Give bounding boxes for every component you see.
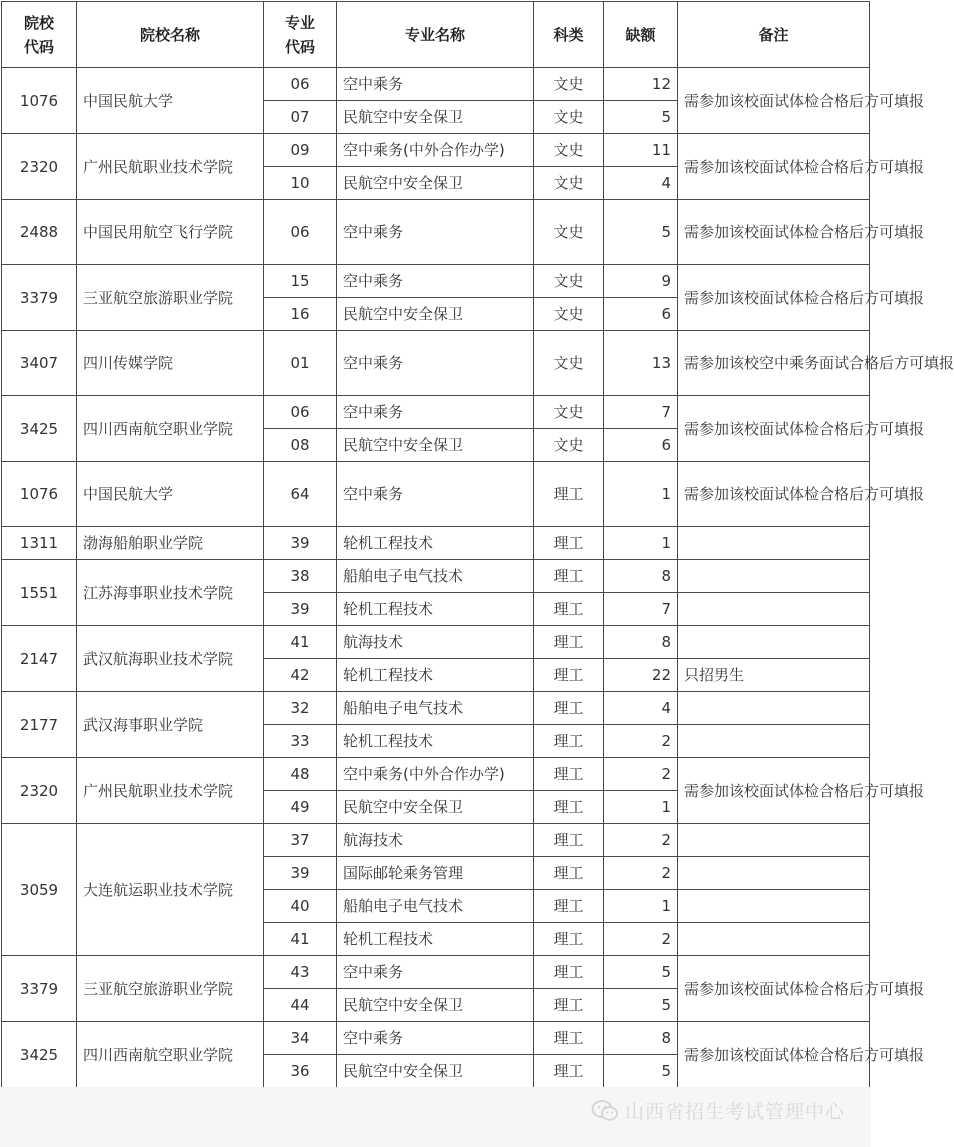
major-code-cell: 64 <box>264 462 337 527</box>
vacancy-cell: 9 <box>604 265 678 298</box>
wechat-icon <box>591 1099 619 1123</box>
category-cell: 理工 <box>534 791 604 824</box>
major-code-cell: 37 <box>264 824 337 857</box>
major-code-cell: 42 <box>264 659 337 692</box>
vacancy-cell: 2 <box>604 725 678 758</box>
major-code-cell: 10 <box>264 167 337 200</box>
vacancy-cell: 4 <box>604 692 678 725</box>
watermark <box>591 1097 845 1124</box>
major-code-cell: 06 <box>264 396 337 429</box>
major-name-cell: 空中乘务 <box>337 265 534 298</box>
vacancy-cell: 8 <box>604 560 678 593</box>
school-code-cell: 2320 <box>2 758 77 824</box>
major-name-cell: 航海技术 <box>337 626 534 659</box>
category-cell: 理工 <box>534 989 604 1022</box>
header-row <box>2 2 870 68</box>
table-row <box>2 134 870 167</box>
major-name-cell: 民航空中安全保卫 <box>337 429 534 462</box>
major-name-cell: 空中乘务 <box>337 396 534 429</box>
vacancy-cell: 2 <box>604 923 678 956</box>
major-name-cell: 空中乘务 <box>337 200 534 265</box>
major-code-cell: 48 <box>264 758 337 791</box>
major-name-cell: 民航空中安全保卫 <box>337 989 534 1022</box>
vacancy-cell: 4 <box>604 167 678 200</box>
table-row <box>2 758 870 791</box>
category-cell: 文史 <box>534 331 604 396</box>
school-code-cell: 3059 <box>2 824 77 956</box>
major-code-cell: 39 <box>264 857 337 890</box>
school-code-cell: 2177 <box>2 692 77 758</box>
school-code-cell: 1311 <box>2 527 77 560</box>
watermark-text: 山西省招生考试管理中心 <box>624 1101 845 1123</box>
vacancy-cell: 8 <box>604 1022 678 1055</box>
remarks-cell: 需参加该校面试体检合格后方可填报 <box>678 200 870 265</box>
category-cell: 理工 <box>534 923 604 956</box>
school-name-cell: 中国民航大学 <box>77 462 264 527</box>
school-name-cell: 三亚航空旅游职业学院 <box>77 956 264 1022</box>
vacancy-cell: 1 <box>604 791 678 824</box>
vacancy-cell: 2 <box>604 824 678 857</box>
header-school-code: 院校 代码 <box>2 2 77 68</box>
vacancy-cell: 6 <box>604 429 678 462</box>
major-code-cell: 09 <box>264 134 337 167</box>
vacancy-cell: 1 <box>604 462 678 527</box>
category-cell: 理工 <box>534 824 604 857</box>
major-code-cell: 07 <box>264 101 337 134</box>
header-school-name: 院校名称 <box>77 2 264 68</box>
remarks-cell <box>678 626 870 659</box>
category-cell: 理工 <box>534 593 604 626</box>
table-row <box>2 626 870 659</box>
remarks-cell: 需参加该校面试体检合格后方可填报 <box>678 68 870 134</box>
major-name-cell: 船舶电子电气技术 <box>337 890 534 923</box>
category-cell: 理工 <box>534 758 604 791</box>
vacancy-cell: 2 <box>604 857 678 890</box>
table-row <box>2 824 870 857</box>
table-row <box>2 396 870 429</box>
major-name-cell: 民航空中安全保卫 <box>337 1055 534 1088</box>
major-name-cell: 空中乘务 <box>337 462 534 527</box>
school-name-cell: 大连航运职业技术学院 <box>77 824 264 956</box>
remarks-cell: 需参加该校空中乘务面试合格后方可填报 <box>678 331 870 396</box>
major-name-cell: 空中乘务(中外合作办学) <box>337 134 534 167</box>
vacancy-cell: 2 <box>604 758 678 791</box>
major-code-cell: 41 <box>264 923 337 956</box>
school-code-cell: 2488 <box>2 200 77 265</box>
category-cell: 理工 <box>534 725 604 758</box>
major-code-cell: 44 <box>264 989 337 1022</box>
major-name-cell: 民航空中安全保卫 <box>337 167 534 200</box>
table-row <box>2 462 870 527</box>
table-row <box>2 956 870 989</box>
vacancy-cell: 8 <box>604 626 678 659</box>
school-code-cell: 3379 <box>2 265 77 331</box>
major-name-cell: 空中乘务 <box>337 331 534 396</box>
remarks-cell: 需参加该校面试体检合格后方可填报 <box>678 462 870 527</box>
school-name-cell: 渤海船舶职业学院 <box>77 527 264 560</box>
header-category: 科类 <box>534 2 604 68</box>
category-cell: 理工 <box>534 659 604 692</box>
header-remarks: 备注 <box>678 2 870 68</box>
category-cell: 文史 <box>534 167 604 200</box>
category-cell: 文史 <box>534 396 604 429</box>
category-cell: 文史 <box>534 134 604 167</box>
major-name-cell: 船舶电子电气技术 <box>337 560 534 593</box>
vacancy-cell: 5 <box>604 989 678 1022</box>
school-code-cell: 3379 <box>2 956 77 1022</box>
school-code-cell: 1076 <box>2 68 77 134</box>
school-name-cell: 广州民航职业技术学院 <box>77 134 264 200</box>
major-code-cell: 40 <box>264 890 337 923</box>
remarks-cell: 需参加该校面试体检合格后方可填报 <box>678 396 870 462</box>
school-name-cell: 中国民航大学 <box>77 68 264 134</box>
vacancy-cell: 7 <box>604 396 678 429</box>
major-name-cell: 轮机工程技术 <box>337 659 534 692</box>
table-row <box>2 200 870 265</box>
category-cell: 理工 <box>534 1055 604 1088</box>
major-name-cell: 民航空中安全保卫 <box>337 791 534 824</box>
major-name-cell: 航海技术 <box>337 824 534 857</box>
remarks-cell <box>678 527 870 560</box>
remarks-cell <box>678 923 870 956</box>
school-name-cell: 中国民用航空飞行学院 <box>77 200 264 265</box>
school-name-cell: 四川西南航空职业学院 <box>77 1022 264 1088</box>
vacancy-cell: 1 <box>604 890 678 923</box>
vacancy-cell: 6 <box>604 298 678 331</box>
remarks-cell <box>678 857 870 890</box>
major-name-cell: 轮机工程技术 <box>337 527 534 560</box>
major-code-cell: 38 <box>264 560 337 593</box>
remarks-cell <box>678 560 870 593</box>
school-code-cell: 3425 <box>2 1022 77 1088</box>
major-code-cell: 16 <box>264 298 337 331</box>
vacancy-cell: 12 <box>604 68 678 101</box>
school-name-cell: 江苏海事职业技术学院 <box>77 560 264 626</box>
vacancy-cell: 1 <box>604 527 678 560</box>
major-code-cell: 43 <box>264 956 337 989</box>
category-cell: 理工 <box>534 857 604 890</box>
school-code-cell: 1551 <box>2 560 77 626</box>
major-code-cell: 39 <box>264 527 337 560</box>
header-major-name: 专业名称 <box>337 2 534 68</box>
school-code-cell: 3407 <box>2 331 77 396</box>
major-code-cell: 06 <box>264 68 337 101</box>
vacancy-cell: 13 <box>604 331 678 396</box>
category-cell: 理工 <box>534 527 604 560</box>
remarks-cell: 需参加该校面试体检合格后方可填报 <box>678 265 870 331</box>
category-cell: 理工 <box>534 890 604 923</box>
major-name-cell: 船舶电子电气技术 <box>337 692 534 725</box>
major-code-cell: 34 <box>264 1022 337 1055</box>
table-row <box>2 692 870 725</box>
table-row <box>2 331 870 396</box>
major-code-cell: 39 <box>264 593 337 626</box>
major-name-cell: 空中乘务 <box>337 956 534 989</box>
major-name-cell: 国际邮轮乘务管理 <box>337 857 534 890</box>
remarks-cell: 需参加该校面试体检合格后方可填报 <box>678 956 870 1022</box>
major-code-cell: 15 <box>264 265 337 298</box>
vacancy-cell: 7 <box>604 593 678 626</box>
major-code-cell: 08 <box>264 429 337 462</box>
remarks-cell <box>678 593 870 626</box>
category-cell: 理工 <box>534 1022 604 1055</box>
remarks-cell: 需参加该校面试体检合格后方可填报 <box>678 1022 870 1088</box>
category-cell: 理工 <box>534 956 604 989</box>
remarks-cell <box>678 890 870 923</box>
remarks-cell: 需参加该校面试体检合格后方可填报 <box>678 134 870 200</box>
remarks-cell: 需参加该校面试体检合格后方可填报 <box>678 758 870 824</box>
header-vacancies: 缺额 <box>604 2 678 68</box>
header-major-code: 专业 代码 <box>264 2 337 68</box>
school-name-cell: 四川西南航空职业学院 <box>77 396 264 462</box>
category-cell: 文史 <box>534 68 604 101</box>
school-name-cell: 武汉海事职业学院 <box>77 692 264 758</box>
major-code-cell: 33 <box>264 725 337 758</box>
category-cell: 文史 <box>534 200 604 265</box>
major-code-cell: 01 <box>264 331 337 396</box>
school-code-cell: 1076 <box>2 462 77 527</box>
category-cell: 文史 <box>534 265 604 298</box>
major-code-cell: 41 <box>264 626 337 659</box>
category-cell: 理工 <box>534 692 604 725</box>
major-code-cell: 32 <box>264 692 337 725</box>
table-row <box>2 265 870 298</box>
major-name-cell: 空中乘务 <box>337 1022 534 1055</box>
table-body <box>2 68 954 1088</box>
major-name-cell: 空中乘务(中外合作办学) <box>337 758 534 791</box>
school-name-cell: 广州民航职业技术学院 <box>77 758 264 824</box>
major-name-cell: 民航空中安全保卫 <box>337 298 534 331</box>
school-code-cell: 3425 <box>2 396 77 462</box>
school-code-cell: 2320 <box>2 134 77 200</box>
major-name-cell: 轮机工程技术 <box>337 923 534 956</box>
vacancy-cell: 11 <box>604 134 678 167</box>
major-name-cell: 民航空中安全保卫 <box>337 101 534 134</box>
vacancy-cell: 5 <box>604 101 678 134</box>
major-name-cell: 轮机工程技术 <box>337 593 534 626</box>
category-cell: 文史 <box>534 429 604 462</box>
table-row <box>2 68 870 101</box>
category-cell: 文史 <box>534 101 604 134</box>
table-row <box>2 527 870 560</box>
school-name-cell: 四川传媒学院 <box>77 331 264 396</box>
vacancy-cell: 5 <box>604 200 678 265</box>
remarks-cell <box>678 824 870 857</box>
vacancy-cell: 5 <box>604 956 678 989</box>
vacancy-table <box>1 1 954 1088</box>
category-cell: 理工 <box>534 462 604 527</box>
major-name-cell: 轮机工程技术 <box>337 725 534 758</box>
major-code-cell: 49 <box>264 791 337 824</box>
major-code-cell: 36 <box>264 1055 337 1088</box>
remarks-cell: 只招男生 <box>678 659 870 692</box>
category-cell: 文史 <box>534 298 604 331</box>
vacancy-cell: 5 <box>604 1055 678 1088</box>
school-name-cell: 三亚航空旅游职业学院 <box>77 265 264 331</box>
major-name-cell: 空中乘务 <box>337 68 534 101</box>
major-code-cell: 06 <box>264 200 337 265</box>
remarks-cell <box>678 725 870 758</box>
school-name-cell: 武汉航海职业技术学院 <box>77 626 264 692</box>
category-cell: 理工 <box>534 560 604 593</box>
remarks-cell <box>678 692 870 725</box>
vacancy-cell: 22 <box>604 659 678 692</box>
category-cell: 理工 <box>534 626 604 659</box>
table-row <box>2 560 870 593</box>
table-row <box>2 1022 870 1055</box>
school-code-cell: 2147 <box>2 626 77 692</box>
